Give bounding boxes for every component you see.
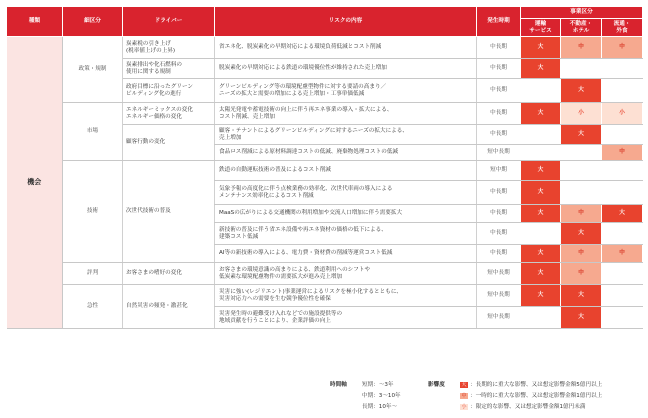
table-row: [7, 103, 643, 125]
subcategory-cell: 評判: [63, 263, 123, 285]
header-time: 発生時期: [477, 7, 521, 37]
impact-realestate-cell: 中: [561, 205, 602, 223]
risk-cell: お客さまの環境意識の高まりによる、鉄道利用へのシフトや 低炭素な環境配慮物件の需要拡大が進み売上増加: [215, 263, 477, 285]
driver-cell: 炭素排出や化石燃料の 使用に関する規制: [123, 59, 215, 79]
impact-realestate-cell: 中: [561, 37, 602, 59]
impact-transport-cell: 大: [521, 285, 561, 307]
impact-transport-cell: [521, 307, 561, 329]
legend-time-mid: 中期：3～10年: [362, 393, 401, 399]
risk-opportunity-table: [6, 6, 643, 329]
legend-dai-mark: 大: [461, 381, 467, 388]
impact-realestate-cell: 小: [561, 103, 602, 125]
risk-cell: グリーンビルディング等の環境配慮型物件に対する要請の高まり／ ニーズの拡大と需要の増加による売上増加・工事単価低減: [215, 79, 477, 103]
impact-retail-cell: [602, 161, 643, 181]
legend-chu-text: ：一時的に重大な影響、又は想定影響金額1億円以上: [470, 393, 603, 399]
impact-retail-cell: [602, 59, 643, 79]
impact-transport-cell: 大: [521, 205, 561, 223]
time-cell: 短中期: [477, 161, 521, 181]
category-cell: 機会: [7, 37, 63, 329]
table-row: [7, 161, 643, 181]
header-business: 事業区分: [521, 7, 643, 19]
risk-cell: 省エネ化、脱炭素化の早期対応による環境負荷低減とコスト削減: [215, 37, 477, 59]
impact-retail-cell: [602, 79, 643, 103]
risk-cell: 気象予報の高度化に伴う点検業務の効率化、次世代車両の導入による メンテナンス効率化によるコスト削減: [215, 181, 477, 205]
header-business-realestate: 不動産・ ホテル: [561, 19, 602, 37]
legend-impact: [428, 380, 445, 388]
time-cell: 短中長期: [477, 145, 521, 161]
impact-retail-cell: 小: [602, 103, 643, 125]
legend-sho-mark: 小: [461, 403, 467, 410]
risk-cell: AI等の新技術の導入による、電力費・資材費の削減等運営コスト低減: [215, 245, 477, 263]
legend-impact-label: 影響度: [428, 382, 445, 388]
legend-chu-mark: 中: [461, 392, 467, 399]
legend-dai-text: ：長期的に重大な影響、又は想定影響金額5億円以上: [470, 382, 603, 388]
table-row: [7, 285, 643, 307]
impact-transport-cell: 大: [521, 59, 561, 79]
impact-retail-cell: [602, 125, 643, 145]
legend-time-long: 長期：10年～: [362, 404, 398, 410]
driver-cell: 次世代技術の普及: [123, 161, 215, 263]
impact-realestate-cell: [561, 59, 602, 79]
driver-cell: 政府目標に沿ったグリーン ビルディング化の進行: [123, 79, 215, 103]
impact-transport-cell: 大: [521, 161, 561, 181]
time-cell: 中長期: [477, 37, 521, 59]
impact-transport-cell: 大: [521, 245, 561, 263]
table-row: [7, 263, 643, 285]
impact-retail-cell: [602, 307, 643, 329]
subcategory-cell: 政策・規制: [63, 37, 123, 103]
impact-retail-cell: [602, 263, 643, 285]
risk-cell: 災害に強い(レジリエント)事業運営によるリスクを極小化するとともに、 災害対応力への需要を生む競争優位性を確保: [215, 285, 477, 307]
subcategory-cell: 市場: [63, 103, 123, 161]
legend-time-label: 時間軸: [330, 382, 347, 388]
risk-cell: 脱炭素化の早期対応による鉄道の環境優位性が維持された売上増加: [215, 59, 477, 79]
legend-impact-values: [460, 380, 602, 413]
impact-retail-cell: 中: [602, 145, 643, 161]
subcategory-cell: 急性: [63, 285, 123, 329]
risk-cell: 鉄道の自動運転技術の普及によるコスト削減: [215, 161, 477, 181]
impact-transport-cell: 大: [521, 37, 561, 59]
time-cell: 短中長期: [477, 263, 521, 285]
risk-cell: 顧客・テナントによるグリーンビルディングに対するニーズの拡大による、 売上増加: [215, 125, 477, 145]
impact-realestate-cell: 大: [561, 307, 602, 329]
impact-realestate-cell: 大: [561, 285, 602, 307]
time-cell: 中長期: [477, 79, 521, 103]
driver-cell: 顧客行動の変化: [123, 125, 215, 161]
impact-transport-cell: 大: [521, 263, 561, 285]
impact-retail-cell: [602, 181, 643, 205]
impact-realestate-cell: 中: [561, 245, 602, 263]
impact-retail-cell: 大: [602, 205, 643, 223]
legend-sho-text: ：限定的な影響、又は想定影響金額1億円未満: [470, 404, 586, 410]
header-category: 種類: [7, 7, 63, 37]
header-driver: ドライバー: [123, 7, 215, 37]
impact-retail-cell: 中: [602, 245, 643, 263]
legend-time-short: 短期：～3年: [362, 382, 394, 388]
risk-cell: MaaSの広がりによる交通機関の利用増加や交流人口増加に伴う需要拡大: [215, 205, 477, 223]
driver-cell: エネルギーミックスの変化 エネルギー価格の変化: [123, 103, 215, 125]
subcategory-cell: 技術: [63, 161, 123, 263]
time-cell: 中長期: [477, 103, 521, 125]
risk-cell: 新技術の普及に伴う省エネ設備や再エネ資材の価格の低下による、 建築コスト低減: [215, 223, 477, 245]
header-business-transport: 運輸 サービス: [521, 19, 561, 37]
impact-transport-cell: 大: [521, 181, 561, 205]
header-risk: リスクの内容: [215, 7, 477, 37]
time-cell: 中長期: [477, 223, 521, 245]
driver-cell: お客さまの嗜好の変化: [123, 263, 215, 285]
legend-time: [330, 380, 347, 388]
driver-cell: 自然災害の頻発・激甚化: [123, 285, 215, 329]
impact-realestate-cell: [561, 181, 602, 205]
time-cell: 短中長期: [477, 285, 521, 307]
impact-realestate-cell: 大: [561, 79, 602, 103]
header-subcategory: 細区分: [63, 7, 123, 37]
time-cell: 中長期: [477, 59, 521, 79]
table-row: [7, 37, 643, 59]
impact-retail-cell: [602, 223, 643, 245]
impact-retail-cell: 中: [602, 37, 643, 59]
impact-realestate-cell: [561, 145, 602, 161]
driver-cell: 炭素税の引き上げ (税率値上げの上昇): [123, 37, 215, 59]
impact-realestate-cell: [561, 161, 602, 181]
risk-cell: 太陽光発電や蓄電技術の向上に伴う再エネ事業の導入・拡大による、 コスト削減、売上増加: [215, 103, 477, 125]
impact-realestate-cell: 中: [561, 263, 602, 285]
risk-cell: 災害発生時の避難受け入れなどでの施設提供等の 地域貢献を行うことにより、企業評価の向上: [215, 307, 477, 329]
impact-transport-cell: [521, 145, 561, 161]
time-cell: 中長期: [477, 125, 521, 145]
impact-realestate-cell: 大: [561, 125, 602, 145]
impact-transport-cell: [521, 79, 561, 103]
header-business-retail: 流通・ 外食: [602, 19, 643, 37]
time-cell: 中長期: [477, 245, 521, 263]
legend-time-values: [362, 380, 401, 413]
impact-retail-cell: [602, 285, 643, 307]
time-cell: 中長期: [477, 205, 521, 223]
impact-realestate-cell: 大: [561, 223, 602, 245]
time-cell: 中長期: [477, 181, 521, 205]
risk-cell: 食品ロス削減による原材料調達コストの低減、廃棄物処理コストの低減: [215, 145, 477, 161]
impact-transport-cell: [521, 125, 561, 145]
impact-transport-cell: 大: [521, 103, 561, 125]
time-cell: 短中長期: [477, 307, 521, 329]
impact-transport-cell: [521, 223, 561, 245]
